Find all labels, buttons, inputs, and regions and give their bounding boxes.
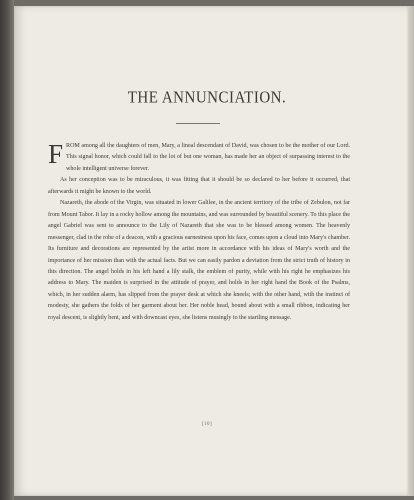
body-text [48,141,350,324]
title-rule [176,123,220,124]
drop-cap: F [48,139,64,169]
paragraph-2: As her conception was to be miraculous, it was fitting that it should be so declared to her before it occurred, that afterwards it might be known to the world. [48,177,350,195]
paragraph-3: Nazareth, the abode of the Virgin, was situated in lower Galilee, in the ancient territory of the tribe of Zebulon, not far from Mount Tabor. It lay in a rocky hollow among the mountains, and was surrounded by beautiful scenery. To this place the angel Gabriel was sent to announce to the Lily of Nazareth that she was to be blessed among women. The heavenly messenger, clad in the robe of a deacon, with a gracious earnestness upon his face, comes upon a cloud into Mary's chamber. Its furniture and decorations are represented by the artist more in accordance with his ideas of Mary's worth and the importance of her mission than with the actual facts. But we can easily pardon a deviation from the strict truth of history in this direction. The angel holds in his left hand a lily stalk, the emblem of purity, while with his right he emphasizes his address to Mary. The maiden is surprised in the attitude of prayer, and holds in her right hand the Book of the Psalms, which, in her sudden alarm, has slipped from the prayer desk at which she kneels; with the other hand, with the instinct of modesty, she gathers the folds of her garment about her. Her noble head, bound about with a small ribbon, indicating her royal descent, is slightly bent, and with downcast eyes, she listens musingly to the startling message. [48,200,350,321]
paragraph-1 [48,141,350,175]
paragraph-1-text: ROM among all the daughters of men, Mary, a lineal descendant of David, was chosen to be the mother of our Lord. This signal honor, which could fall to the lot of but one woman, has made her an object of surpassing interest to the whole intelligent universe forever. [66,143,350,172]
page-number: [10] [201,422,213,427]
page-title: THE ANNUNCIATION. [127,88,287,108]
